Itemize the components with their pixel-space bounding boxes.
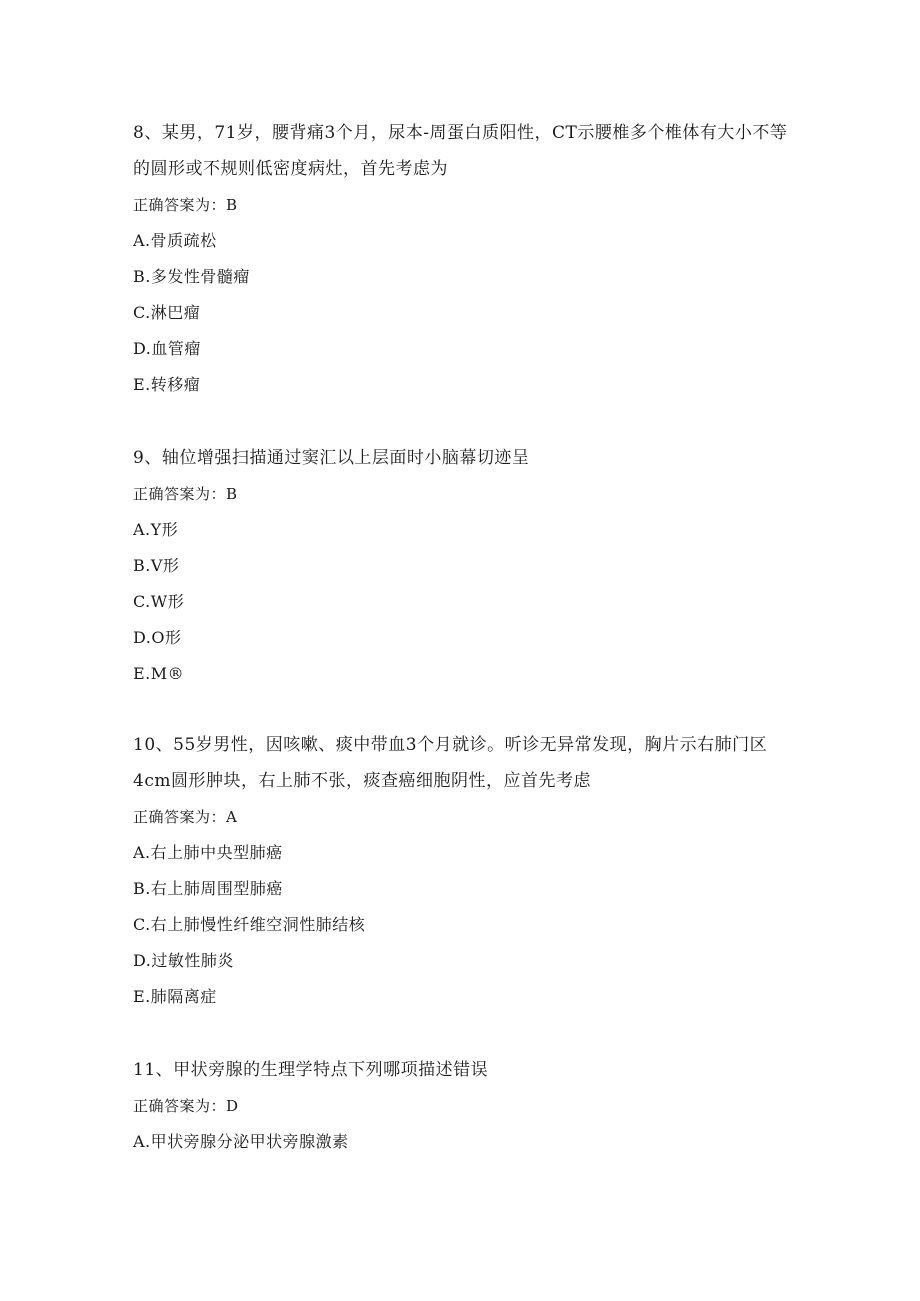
option-c: C.右上肺慢性纤维空洞性肺结核 bbox=[133, 915, 366, 934]
question-10 bbox=[133, 727, 793, 1015]
option-e: E.转移瘤 bbox=[133, 375, 201, 394]
question-stem: 11、甲状旁腺的生理学特点下列哪项描述错误 bbox=[133, 1060, 489, 1080]
option-b: B.右上肺周围型肺癌 bbox=[133, 879, 283, 898]
correct-answer: 正确答案为：A bbox=[133, 808, 238, 826]
option-e: E.M® bbox=[133, 664, 185, 683]
question-11 bbox=[133, 1052, 793, 1160]
correct-answer: 正确答案为：B bbox=[133, 485, 238, 503]
option-d: D.O形 bbox=[133, 628, 182, 647]
option-c: C.W形 bbox=[133, 592, 185, 611]
correct-answer: 正确答案为：D bbox=[133, 1097, 239, 1115]
option-b: B.多发性骨髓瘤 bbox=[133, 267, 250, 286]
option-c: C.淋巴瘤 bbox=[133, 303, 201, 322]
option-a: A.Y形 bbox=[133, 520, 179, 539]
question-9 bbox=[133, 440, 793, 692]
option-b: B.V形 bbox=[133, 556, 180, 575]
question-stem: 10、55岁男性，因咳嗽、痰中带血3个月就诊。听诊无异常发现，胸片示右肺门区4cm圆形肿块，右上肺不张，痰查癌细胞阴性，应首先考虑 bbox=[133, 735, 768, 791]
question-stem: 9、轴位增强扫描通过窦汇以上层面时小脑幕切迹呈 bbox=[133, 448, 530, 468]
option-a: A.骨质疏松 bbox=[133, 231, 217, 250]
correct-answer: 正确答案为：B bbox=[133, 196, 238, 214]
option-a: A.甲状旁腺分泌甲状旁腺激素 bbox=[133, 1132, 349, 1151]
question-8 bbox=[133, 115, 793, 403]
option-e: E.肺隔离症 bbox=[133, 987, 217, 1006]
option-d: D.过敏性肺炎 bbox=[133, 951, 234, 970]
question-stem: 8、某男，71岁，腰背痛3个月，尿本-周蛋白质阳性，CT示腰椎多个椎体有大小不等的圆形或不规则低密度病灶，首先考虑为 bbox=[133, 123, 788, 179]
option-a: A.右上肺中央型肺癌 bbox=[133, 843, 283, 862]
option-d: D.血管瘤 bbox=[133, 339, 201, 358]
